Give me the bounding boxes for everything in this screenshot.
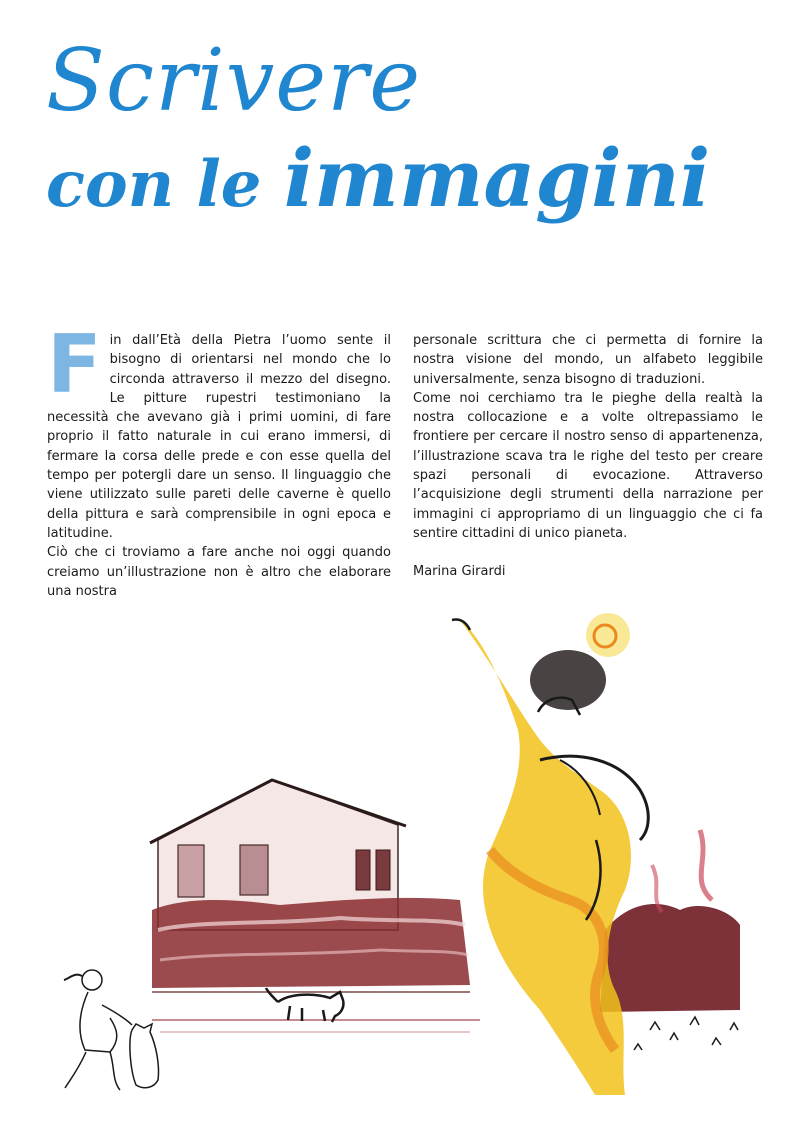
article-column-left xyxy=(47,318,391,601)
article-body xyxy=(47,318,763,599)
title-line-2 xyxy=(46,131,711,225)
dancing-figure-drawing xyxy=(452,619,648,1095)
sun-drawing xyxy=(586,613,630,657)
paragraph-2: Ciò che ci troviamo a fare anche noi oggi quando creiamo un’illustrazione non è altro che elaborare una nostra xyxy=(47,545,391,599)
page-title xyxy=(46,31,746,225)
grass-marks xyxy=(634,1017,738,1050)
woman-with-cat-drawing xyxy=(64,970,159,1090)
paragraph-3: personale scrittura che ci permetta di fornire la nostra visione del mondo, un alfabeto leggibile universalmente, senza bisogno di traduzioni. xyxy=(413,333,763,387)
article-column-right xyxy=(413,331,763,582)
title-line-1: Scrivere xyxy=(46,31,422,131)
paragraph-4: Come noi cerchiamo tra le pieghe della realtà la nostra collocazione e a volte oltrepassiamo le frontiere per cercare il nostro senso di appartenenza, l’illustrazione scava tra le righe del testo per creare spazi personali di evocazione. Attraverso l’acquisizione degli strumenti della narrazione per immagini ci appropriamo di un linguaggio che ci fa sentire cittadini di unico pianeta. xyxy=(413,390,763,541)
cat-drawing xyxy=(266,988,343,1022)
author-signature: Marina Girardi xyxy=(413,564,506,580)
paragraph-1 xyxy=(47,318,391,543)
paragraph-1-text: in dall’Età della Pietra l’uomo sente il bisogno di orientarsi nel mondo che lo circonda attraverso il mezzo del disegno. Le pitture rupestri testimoniano la necessità che avevano già i primi uomini, di fare proprio il fatto naturale in cui erano immersi, di fermare la corsa delle prede e con esse quella del tempo per potergli dare un senso. Il linguaggio che viene utilizzato sulle pareti delle caverne è quello della pittura e sarà comprensibile in ogni epoca e latitudine. xyxy=(47,333,391,541)
title-line-2-big: immagini xyxy=(283,131,711,225)
drop-cap: F xyxy=(47,318,102,411)
title-line-2-small: con le xyxy=(46,147,284,222)
hedge-drawing xyxy=(152,898,470,988)
illustration xyxy=(40,600,760,1100)
